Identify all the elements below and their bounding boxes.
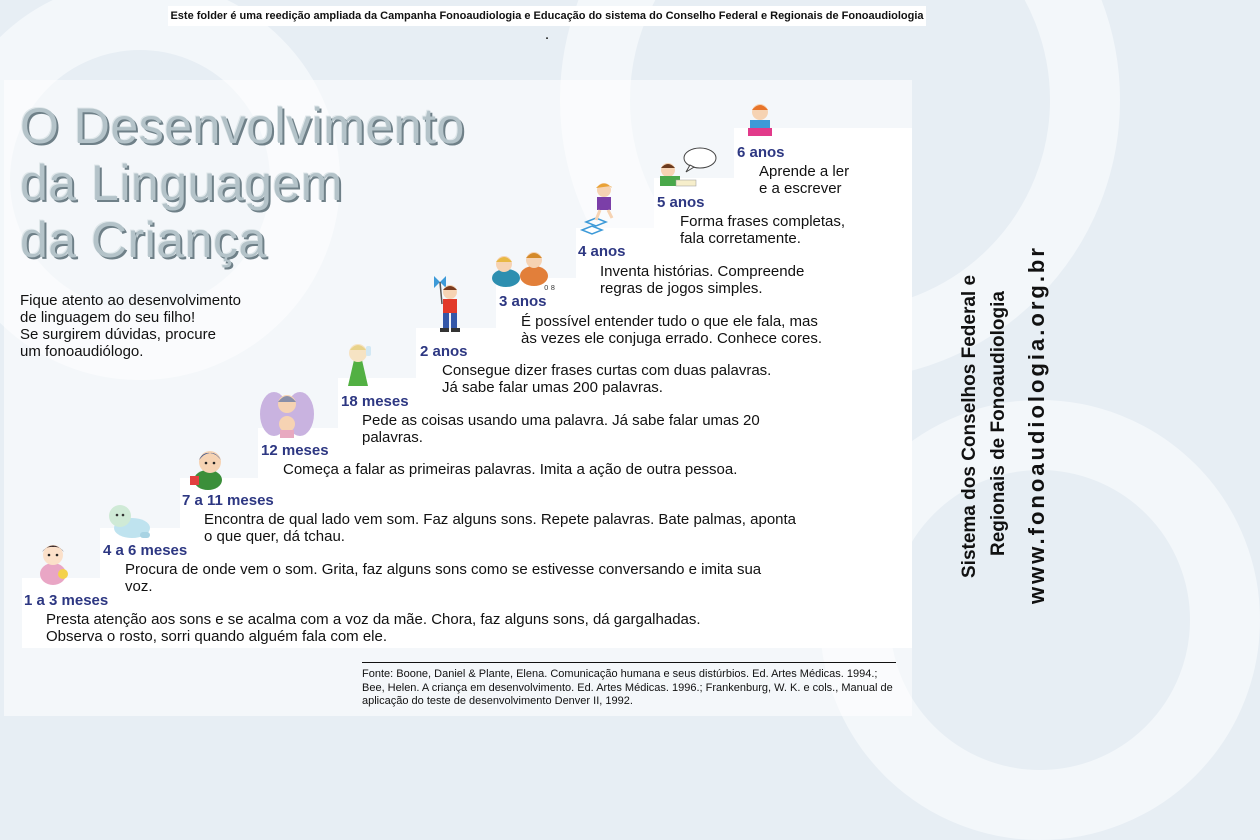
stage-age-label: 4 anos [578,243,626,260]
stage-age-label: 4 a 6 meses [103,542,188,559]
description-line: voz. [125,578,153,595]
reading-child-illustration [740,100,780,140]
toddler-green-dress-illustration [342,340,374,388]
description-line: fala corretamente. [680,230,801,247]
title-line: da Linguagem [20,155,343,211]
child-writing-illustration [654,146,720,190]
stage-age-label: 1 a 3 meses [24,592,109,609]
stage-age-label: 7 a 11 meses [182,492,274,509]
child-with-pinwheel-illustration [428,270,464,334]
title-line: da Criança [20,212,267,268]
description-line: É possível entender tudo o que ele fala, mas [521,313,818,330]
source-divider [362,662,896,663]
stage-description [362,412,760,446]
description-line: Inventa histórias. Compreende [600,263,805,280]
description-line: Consegue dizer frases curtas com duas palavras. [442,362,772,379]
description-line: Pede as coisas usando uma palavra. Já sabe falar umas 20 [362,412,760,429]
stage-description [442,362,771,396]
stage-description [521,313,822,347]
description-line: regras de jogos simples. [600,280,763,297]
advice-line: Se surgirem dúvidas, procure [20,326,216,343]
organization-name-line-2: Regionais de Fonoaudiologia [988,291,1009,556]
organization-name-line-1: Sistema dos Conselhos Federal e [959,274,980,578]
description-line: Começa a falar as primeiras palavras. Imita a ação de outra pessoa. [283,461,738,478]
stage-age-label: 12 meses [261,442,329,459]
description-line: Presta atenção aos sons e se acalma com a voz da mãe. Chora, faz alguns sons, dá gargalhadas. [46,611,701,628]
stage-age-label: 2 anos [420,343,468,360]
description-line: e a escrever [759,180,842,197]
stage-description [680,213,845,247]
baby-girl-illustration [32,540,74,586]
advice-text [20,292,241,360]
advice-line: um fonoaudiólogo. [20,343,144,360]
description-line: às vezes ele conjuga errado. Conhece cores. [521,330,823,347]
description-line: Forma frases completas, [680,213,846,230]
children-playing-illustration [490,246,556,292]
website-url: www.fonoaudiologia.org.br [1024,245,1049,604]
description-line: Já sabe falar umas 200 palavras. [442,379,663,396]
stage-age-label: 5 anos [657,194,705,211]
reedition-note: Este folder é uma reedição ampliada da Campanha Fonoaudiologia e Educação do sistema do Conselho Federal e Regionais de Fonoaudiologia . [168,6,926,26]
stage-description [600,263,804,297]
description-line: Observa o rosto, sorri quando alguém fala com ele. [46,628,388,645]
svg-text:0 8: 0 8 [544,284,556,292]
stage-description [125,561,761,595]
stage-description [46,611,701,645]
stage-age-label: 3 anos [499,293,547,310]
title-line: O Desenvolvimento [20,98,465,154]
stage-age-label: 18 meses [341,393,409,410]
description-line: Procura de onde vem o som. Grita, faz alguns sons como se estivesse conversando e imita sua [125,561,762,578]
description-line: palavras. [362,429,423,446]
stage-description [204,511,796,545]
crawling-baby-illustration [104,500,156,542]
advice-line: de linguagem do seu filho! [20,309,196,326]
description-line: Encontra de qual lado vem som. Faz alguns sons. Repete palavras. Bate palmas, aponta [204,511,797,528]
advice-line: Fique atento ao desenvolvimento [20,292,241,309]
stage-description [283,461,737,478]
stage-description [759,163,849,197]
sitting-baby-illustration [186,446,228,492]
source-citation: Fonte: Boone, Daniel & Plante, Elena. Comunicação humana e seus distúrbios. Ed. Artes Médicas. 1994.; Bee, Helen. A criança em desenvolvimento. Ed. Artes Médicas. 1996.; Frankenburg, W. K. e cols., Manual de aplicação do teste de desenvolvimento Denver II, 1992. [362,668,893,707]
page-title [20,98,465,269]
description-line: Aprende a ler [759,163,850,180]
stage-age-label: 6 anos [737,144,785,161]
hopscotch-child-illustration [578,180,626,238]
description-line: o que quer, dá tchau. [204,528,345,545]
adult-with-baby-illustration [256,388,318,440]
